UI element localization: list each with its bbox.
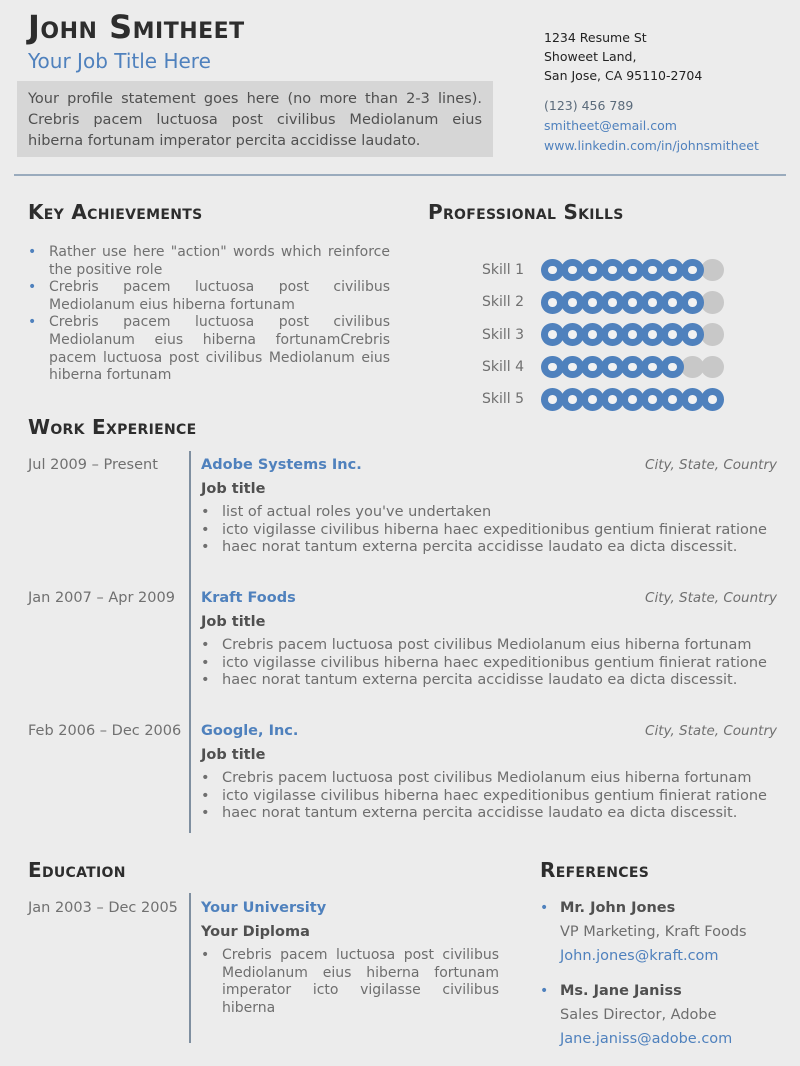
duty-item: • icto vigilasse civilibus hiberna haec expeditionibus gentium finierat ratione bbox=[201, 655, 767, 673]
duty-item: • Crebris pacem luctuosa post civilibus Mediolanum eius hiberna fortunam bbox=[201, 637, 767, 655]
skill-dot-filled bbox=[561, 323, 584, 346]
skill-label: Skill 1 bbox=[482, 262, 525, 279]
reference-name: Mr. John Jones bbox=[560, 900, 676, 916]
skill-label: Skill 3 bbox=[482, 326, 525, 343]
skill-dot-filled bbox=[661, 356, 684, 379]
skill-dot-filled bbox=[661, 259, 684, 282]
education-details bbox=[201, 947, 499, 1017]
address-line: 1234 Resume St bbox=[544, 30, 647, 45]
skill-dot-filled bbox=[581, 388, 604, 411]
linkedin-link[interactable]: www.linkedin.com/in/johnsmitheet bbox=[544, 138, 759, 153]
skill-label: Skill 2 bbox=[482, 294, 525, 311]
job-role: Job title bbox=[201, 614, 266, 630]
skill-dot-filled bbox=[681, 388, 704, 411]
skill-row bbox=[482, 319, 721, 351]
achievement-item: • Crebris pacem luctuosa post civilibus Mediolanum eius hiberna fortunam bbox=[28, 279, 390, 314]
skill-label: Skill 5 bbox=[482, 391, 525, 408]
skill-dot-filled bbox=[541, 388, 564, 411]
duty-item: • haec norat tantum externa percita accidisse laudato ea dicta discessit. bbox=[201, 539, 767, 557]
skill-row bbox=[482, 286, 721, 318]
email-link[interactable]: smitheet@email.com bbox=[544, 118, 677, 133]
job-location: City, State, Country bbox=[645, 457, 777, 473]
skill-dot-filled bbox=[681, 259, 704, 282]
skill-dot-filled bbox=[641, 259, 664, 282]
skill-dot-filled bbox=[681, 323, 704, 346]
skills-rating-list bbox=[482, 254, 721, 415]
skill-row bbox=[482, 254, 721, 286]
job-duties bbox=[201, 637, 767, 690]
skill-dot-filled bbox=[641, 291, 664, 314]
skill-dot-filled bbox=[701, 388, 724, 411]
reference-email[interactable]: John.jones@kraft.com bbox=[560, 948, 719, 964]
header-divider bbox=[14, 174, 786, 176]
skill-dot-filled bbox=[641, 388, 664, 411]
skill-dot-filled bbox=[621, 259, 644, 282]
job-dates: Jan 2007 – Apr 2009 bbox=[28, 590, 175, 606]
skill-dot-filled bbox=[601, 356, 624, 379]
job-duties bbox=[201, 770, 767, 823]
skill-dot-empty bbox=[701, 259, 724, 282]
skill-rating bbox=[541, 388, 721, 411]
duty-item: • Crebris pacem luctuosa post civilibus Mediolanum eius hiberna fortunam bbox=[201, 770, 767, 788]
duty-item: • icto vigilasse civilibus hiberna haec expeditionibus gentium finierat ratione bbox=[201, 522, 767, 540]
skill-row bbox=[482, 383, 721, 415]
skill-dot-filled bbox=[621, 356, 644, 379]
skill-dot-empty bbox=[701, 291, 724, 314]
achievement-item: • Rather use here "action" words which reinforce the positive role bbox=[28, 244, 390, 279]
address-block bbox=[544, 28, 702, 85]
skill-dot-filled bbox=[581, 323, 604, 346]
education-heading: Education bbox=[28, 858, 126, 882]
job-role: Job title bbox=[201, 481, 266, 497]
skill-dot-filled bbox=[561, 388, 584, 411]
skill-row bbox=[482, 351, 721, 383]
achievement-item: • Crebris pacem luctuosa post civilibus Mediolanum eius hiberna fortunamCrebris pacem luctuosa post civilibus Mediolanum eius hiberna fortunam bbox=[28, 314, 390, 384]
skill-dot-filled bbox=[561, 259, 584, 282]
candidate-name: John Smitheet bbox=[28, 8, 245, 46]
references-heading: References bbox=[540, 858, 650, 882]
education-school: Your University bbox=[201, 900, 327, 916]
skill-dot-empty bbox=[701, 323, 724, 346]
job-location: City, State, Country bbox=[645, 590, 777, 606]
skill-dot-filled bbox=[541, 356, 564, 379]
skill-dot-filled bbox=[601, 291, 624, 314]
skill-dot-empty bbox=[681, 356, 704, 379]
skill-dot-filled bbox=[541, 259, 564, 282]
achievements-list bbox=[28, 244, 390, 385]
duty-item: • haec norat tantum externa percita accidisse laudato ea dicta discessit. bbox=[201, 805, 767, 823]
profile-statement: Your profile statement goes here (no more than 2-3 lines). Crebris pacem luctuosa post civilibus Mediolanum eius hiberna fortunam imperator percita accidisse laudato. bbox=[17, 81, 493, 157]
phone-number: (123) 456 789 bbox=[544, 98, 634, 113]
skill-dot-filled bbox=[561, 291, 584, 314]
skill-dot-filled bbox=[581, 356, 604, 379]
skill-dot-filled bbox=[541, 291, 564, 314]
contact-block bbox=[544, 96, 759, 156]
reference-role: Sales Director, Adobe bbox=[560, 1007, 717, 1023]
skill-dot-filled bbox=[661, 388, 684, 411]
skill-dot-filled bbox=[641, 356, 664, 379]
education-detail-item: • Crebris pacem luctuosa post civilibus Mediolanum eius hiberna fortunam imperator icto vigilasse civilibus hiberna bbox=[201, 947, 499, 1017]
skill-dot-filled bbox=[601, 388, 624, 411]
reference-bullet: • bbox=[540, 983, 549, 999]
work-heading: Work Experience bbox=[28, 415, 197, 439]
job-company: Adobe Systems Inc. bbox=[201, 457, 362, 473]
skill-dot-filled bbox=[661, 291, 684, 314]
skill-dot-filled bbox=[601, 323, 624, 346]
job-role: Job title bbox=[201, 747, 266, 763]
skill-label: Skill 4 bbox=[482, 359, 525, 376]
job-location: City, State, Country bbox=[645, 723, 777, 739]
reference-bullet: • bbox=[540, 900, 549, 916]
job-company: Kraft Foods bbox=[201, 590, 296, 606]
timeline-line bbox=[189, 451, 191, 833]
achievements-heading: Key Achievements bbox=[28, 200, 203, 224]
skill-dot-filled bbox=[561, 356, 584, 379]
skill-dot-filled bbox=[661, 323, 684, 346]
duty-item: • list of actual roles you've undertaken bbox=[201, 504, 767, 522]
job-dates: Jul 2009 – Present bbox=[28, 457, 158, 473]
skill-dot-filled bbox=[541, 323, 564, 346]
skill-dot-filled bbox=[581, 259, 604, 282]
skill-dot-filled bbox=[621, 291, 644, 314]
address-line: Showeet Land, bbox=[544, 49, 637, 64]
skill-dot-empty bbox=[701, 356, 724, 379]
skill-dot-filled bbox=[621, 323, 644, 346]
skill-rating bbox=[541, 259, 721, 282]
skill-rating bbox=[541, 323, 721, 346]
skill-dot-filled bbox=[641, 323, 664, 346]
skills-heading: Professional Skills bbox=[428, 200, 624, 224]
skill-dot-filled bbox=[581, 291, 604, 314]
education-dates: Jan 2003 – Dec 2005 bbox=[28, 900, 178, 916]
reference-role: VP Marketing, Kraft Foods bbox=[560, 924, 747, 940]
job-title: Your Job Title Here bbox=[28, 49, 211, 73]
skill-dot-filled bbox=[681, 291, 704, 314]
skill-dot-filled bbox=[621, 388, 644, 411]
reference-email[interactable]: Jane.janiss@adobe.com bbox=[560, 1031, 733, 1047]
job-duties bbox=[201, 504, 767, 557]
education-timeline-line bbox=[189, 893, 191, 1043]
address-line: San Jose, CA 95110-2704 bbox=[544, 68, 703, 83]
skill-rating bbox=[541, 291, 721, 314]
skill-rating bbox=[541, 356, 721, 379]
duty-item: • icto vigilasse civilibus hiberna haec expeditionibus gentium finierat ratione bbox=[201, 788, 767, 806]
skill-dot-filled bbox=[601, 259, 624, 282]
job-dates: Feb 2006 – Dec 2006 bbox=[28, 723, 182, 739]
job-company: Google, Inc. bbox=[201, 723, 299, 739]
education-diploma: Your Diploma bbox=[201, 924, 310, 940]
duty-item: • haec norat tantum externa percita accidisse laudato ea dicta discessit. bbox=[201, 672, 767, 690]
reference-name: Ms. Jane Janiss bbox=[560, 983, 682, 999]
